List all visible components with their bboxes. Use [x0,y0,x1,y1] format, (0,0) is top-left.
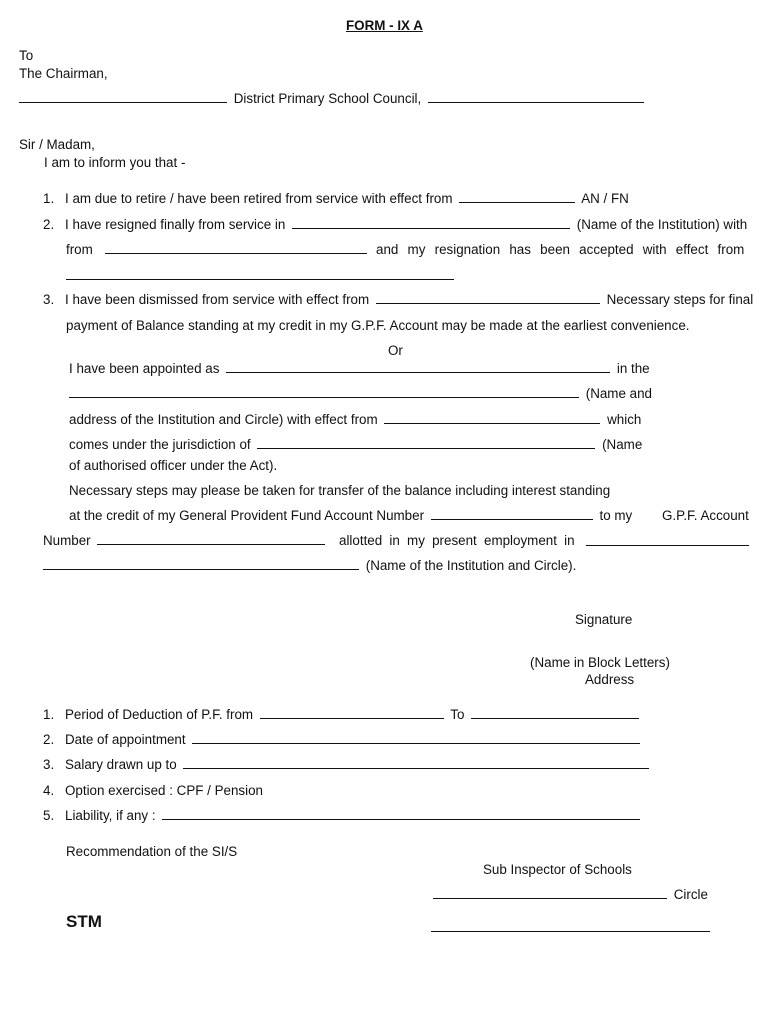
jurisdiction-line [69,437,642,453]
office-item-4 [43,783,263,799]
retire-date-blank[interactable] [459,192,575,203]
present-employment-blank[interactable] [586,545,749,546]
office-item-3 [43,757,652,773]
chairman-label: The Chairman, [19,66,108,81]
to-my-label: to my [599,508,633,523]
salary-label: Salary drawn up to [65,757,177,772]
item-number: 3. [43,757,55,772]
institution-circle-label: (Name of the Institution and Circle). [365,558,577,573]
item-text: I have resigned finally from service in [65,217,286,232]
pf-period-label: Period of Deduction of P.F. from [65,707,254,722]
item-number: 1. [43,191,55,206]
appointment-date-blank[interactable] [192,733,640,744]
which-label: which [607,412,642,427]
resign-from-blank[interactable] [105,243,367,254]
office-item-2 [43,732,643,748]
item-number: 4. [43,783,55,798]
number-label: Number [43,533,91,548]
intro-text: I am to inform you that - [44,155,186,170]
final-steps-label: Necessary steps for final [606,292,754,307]
institution-name-blank[interactable] [69,387,579,398]
institution-circle-line [43,558,576,574]
form-title: FORM - IX A [346,18,423,33]
appointment-date-label: Date of appointment [65,732,186,747]
sub-inspector-label: Sub Inspector of Schools [483,862,632,877]
item-text: I have been dismissed from service with effect from [65,292,370,307]
dismissed-date-blank[interactable] [376,293,600,304]
name-paren-label: (Name [602,437,643,452]
stm-signature-blank[interactable] [431,931,710,932]
item-number: 1. [43,707,55,722]
in-the-label: in the [616,361,650,376]
office-item-5 [43,808,643,824]
allotted-number-blank[interactable] [97,534,325,545]
effect-line [69,412,641,428]
circle-line [433,887,708,903]
authorised-text: of authorised officer under the Act). [69,458,278,473]
liability-label: Liability, if any : [65,808,156,823]
or-label: Or [388,343,403,358]
to-label: To [450,707,465,722]
item-2-line-2 [66,242,370,258]
an-fn-label: AN / FN [581,191,629,206]
gpf-number-label: at the credit of my General Provident Fund Account Number [69,508,425,523]
item-2 [43,217,747,233]
gpf-account-label: G.P.F. Account [662,508,749,523]
necessary-steps-text: Necessary steps may please be taken for transfer of the balance including interest standing [69,483,611,498]
item-number: 2. [43,217,55,232]
pf-to-blank[interactable] [471,708,639,719]
appointed-line [69,361,650,377]
from-label: from [66,242,93,257]
item-number: 3. [43,292,55,307]
gpf-number-blank[interactable] [431,509,593,520]
item-3 [43,292,753,308]
appointed-as-blank[interactable] [226,362,610,373]
pf-from-blank[interactable] [260,708,444,719]
gpf-line [69,508,632,524]
institution-blank[interactable] [292,218,570,229]
option-label: Option exercised : CPF / Pension [65,783,263,798]
council-label: District Primary School Council, [233,91,422,106]
institution-circle-blank[interactable] [43,559,359,570]
item-number: 2. [43,732,55,747]
name-and-label: (Name and [585,386,652,401]
salary-blank[interactable] [183,758,649,769]
balance-text: payment of Balance standing at my credit in my G.P.F. Account may be made at the earliest convenience. [66,318,690,333]
address-institution-label: address of the Institution and Circle) with effect from [69,412,378,427]
council-address-blank[interactable] [428,92,644,103]
institution-name-line [69,386,652,402]
item-number: 5. [43,808,55,823]
item-1 [43,191,629,207]
to-label: To [19,48,34,63]
number-line [43,533,328,549]
stm-label: STM [66,912,102,931]
resignation-date-blank[interactable] [66,279,454,280]
circle-label: Circle [673,887,708,902]
resignation-accepted-text: and my resignation has been accepted with effect from [376,242,745,257]
jurisdiction-blank[interactable] [257,438,595,449]
liability-blank[interactable] [162,809,640,820]
office-item-1 [43,707,642,723]
recommendation-label: Recommendation of the SI/S [66,844,238,859]
signature-label: Signature [575,612,633,627]
appointed-label: I have been appointed as [69,361,220,376]
institution-label: (Name of the Institution) with [576,217,748,232]
district-blank[interactable] [19,92,227,103]
salutation: Sir / Madam, [19,137,95,152]
circle-blank[interactable] [433,888,667,899]
council-line [19,91,647,107]
effect-date-blank[interactable] [384,413,600,424]
jurisdiction-label: comes under the jurisdiction of [69,437,251,452]
item-text: I am due to retire / have been retired from service with effect from [65,191,453,206]
address-label: Address [585,672,635,687]
allotted-text: allotted in my present employment in [339,533,575,548]
name-block-label: (Name in Block Letters) [530,655,670,670]
